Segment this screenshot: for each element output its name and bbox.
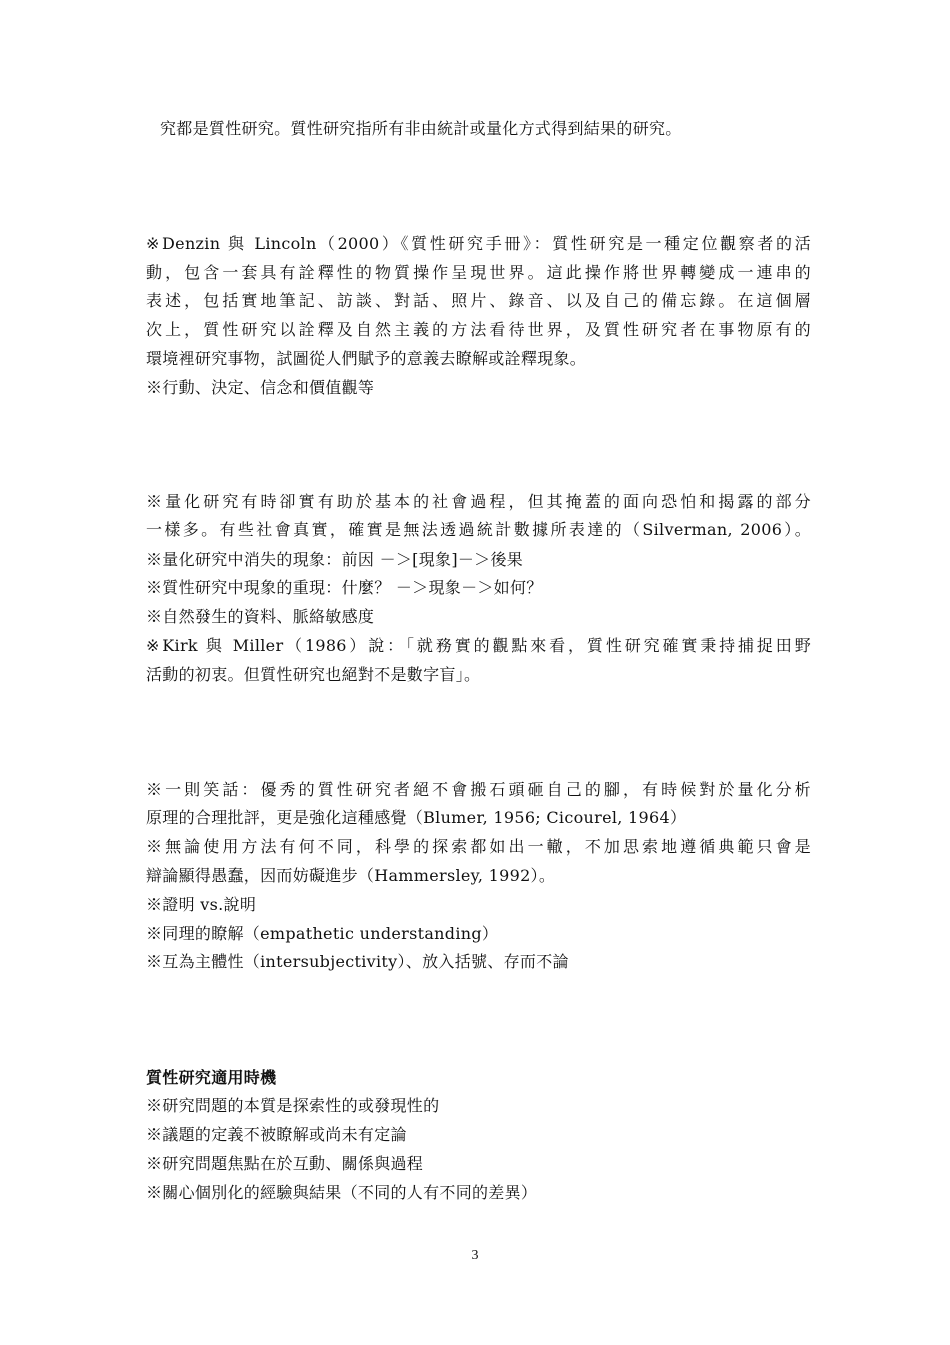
paragraph-line: 表述，包括實地筆記、訪談、對話、照片、錄音、以及自己的備忘錄。在這個層 xyxy=(146,291,811,310)
paragraph-line: 一樣多。有些社會真實，確實是無法透過統計數據所表達的（Silverman, 2006）。 xyxy=(146,520,811,539)
bullet-item: ※質性研究中現象的重現：什麼？ －＞現象－＞如何？ xyxy=(146,578,543,597)
bullet-item: ※互為主體性（intersubjectivity）、放入括號、存而不論 xyxy=(146,952,569,971)
paragraph-line: ※無論使用方法有何不同，科學的探索都如出一轍，不加思索地遵循典範只會是 xyxy=(146,837,811,856)
bullet-item: ※行動、決定、信念和價值觀等 xyxy=(146,378,375,397)
section-heading: 質性研究適用時機 xyxy=(146,1068,277,1087)
bullet-item: ※證明 vs.說明 xyxy=(146,895,257,914)
paragraph-line: 活動的初衷。但質性研究也絕對不是數字盲」。 xyxy=(146,665,481,684)
bullet-item: ※研究問題的本質是探索性的或發現性的 xyxy=(146,1096,440,1115)
bullet-item: ※同理的瞭解（empathetic understanding） xyxy=(146,924,499,943)
paragraph-line: ※Denzin 與 Lincoln（2000）《質性研究手冊》：質性研究是一種定位觀察者的活 xyxy=(146,234,811,253)
page-number: 3 xyxy=(471,1248,479,1263)
paragraph-line: ※量化研究有時卻實有助於基本的社會過程，但其掩蓋的面向恐怕和揭露的部分 xyxy=(146,492,811,511)
bullet-item: ※關心個別化的經驗與結果（不同的人有不同的差異） xyxy=(146,1183,538,1202)
paragraph-line: 究都是質性研究。質性研究指所有非由統計或量化方式得到結果的研究。 xyxy=(160,119,682,138)
paragraph-line: 原理的合理批評，更是強化這種感覺（Blumer, 1956; Cicourel, 1964） xyxy=(146,808,687,827)
paragraph-line: 環境裡研究事物，試圖從人們賦予的意義去瞭解或詮釋現象。 xyxy=(146,349,587,368)
bullet-item: ※議題的定義不被瞭解或尚未有定論 xyxy=(146,1125,407,1144)
paragraph-line: 動，包含一套具有詮釋性的物質操作呈現世界。這此操作將世界轉變成一連串的 xyxy=(146,263,811,282)
bullet-item: ※量化研究中消失的現象：前因 －＞[現象]－＞後果 xyxy=(146,550,524,569)
paragraph-line: 辯論顯得愚蠢，因而妨礙進步（Hammersley, 1992）。 xyxy=(146,866,556,885)
paragraph-line: 次上，質性研究以詮釋及自然主義的方法看待世界，及質性研究者在事物原有的 xyxy=(146,320,811,339)
bullet-item: ※自然發生的資料、脈絡敏感度 xyxy=(146,607,375,626)
paragraph-line: ※一則笑話：優秀的質性研究者絕不會搬石頭砸自己的腳，有時候對於量化分析 xyxy=(146,780,811,799)
paragraph-line: ※Kirk 與 Miller（1986）說：「就務實的觀點來看，質性研究確實秉持捕捉田野 xyxy=(146,636,811,655)
bullet-item: ※研究問題焦點在於互動、關係與過程 xyxy=(146,1154,424,1173)
